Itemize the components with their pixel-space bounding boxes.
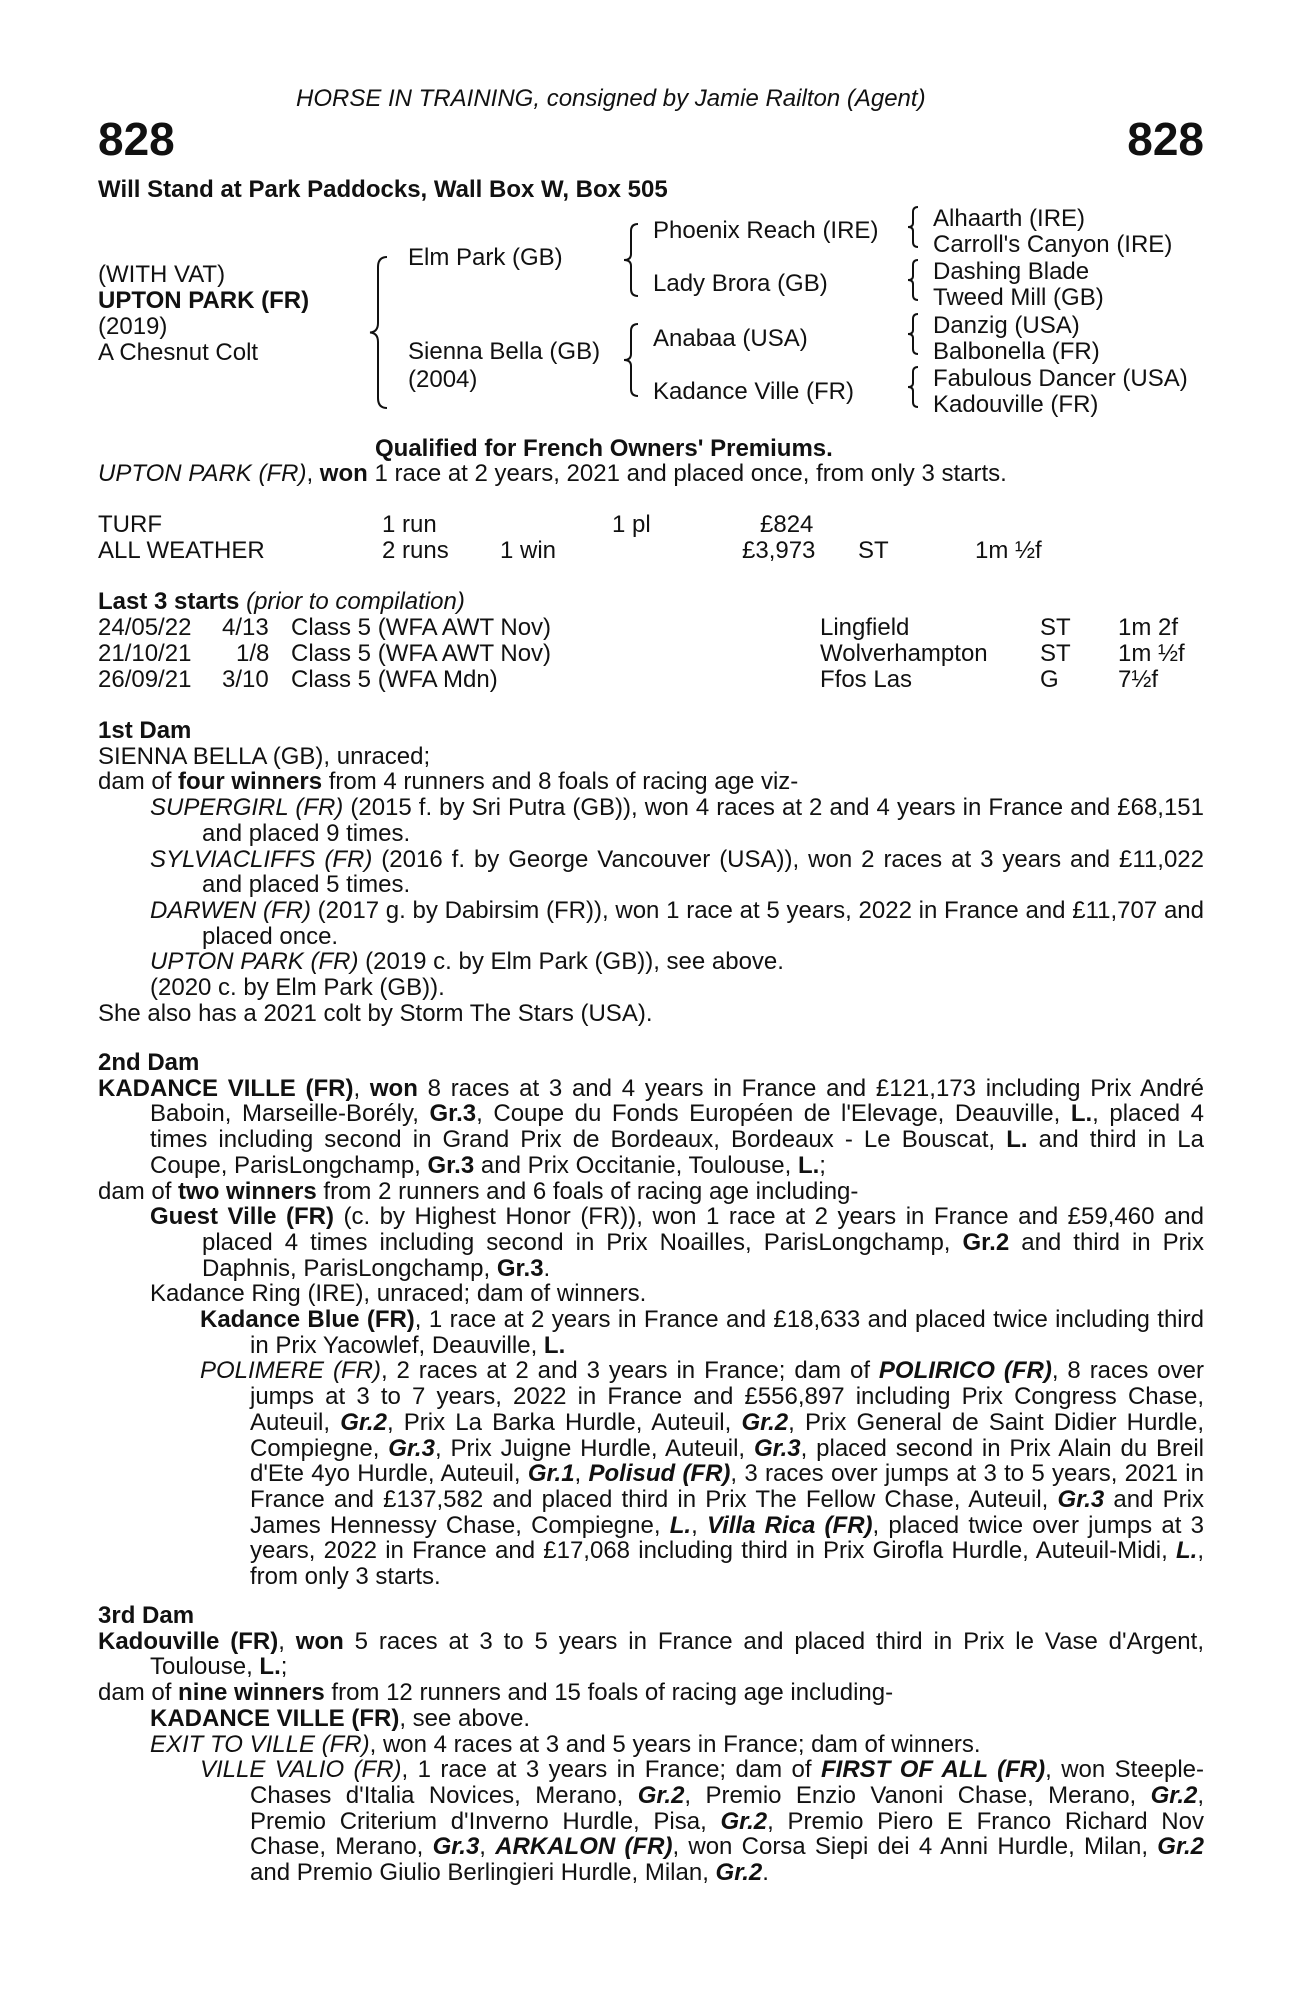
- brace-ds: [906, 312, 920, 356]
- dam-dam-sire: Fabulous Dancer (USA): [933, 365, 1188, 392]
- second-dam-produce-line: dam of two winners from 2 runners and 6 foals of racing age including-: [98, 1177, 859, 1205]
- start-position: 4/13: [222, 614, 269, 641]
- record-prize: £824: [760, 511, 814, 538]
- start-course: Ffos Las: [820, 666, 913, 693]
- premiums-note: Qualified for French Owners' Premiums.: [375, 435, 833, 462]
- record-surface: ALL WEATHER: [98, 537, 265, 564]
- dam-name: Sienna Bella (GB): [408, 338, 601, 365]
- start-race: Class 5 (WFA Mdn): [291, 666, 498, 693]
- produce-entry: SYLVIACLIFFS (FR) (2016 f. by George Vancouver (USA)), won 2 races at 3 years and £11,022 and placed 5 times.: [150, 845, 1205, 899]
- grand-produce-entry: POLIMERE (FR), 2 races at 2 and 3 years in France; dam of POLIRICO (FR), 8 races over jumps at 3 to 7 years, 2022 in France and £556,897 including Prix Congress Chase, Auteuil, Gr.2, Prix La Barka Hurdle, Auteuil, Gr.2, Prix General de Saint Didier Hurdle, Compiegne, Gr.3, Prix Juigne Hurdle, Auteuil, Gr.3, placed second in Prix Alain du Breil d'Ete 4yo Hurdle, Auteuil, Gr.1, Polisud (FR), 3 races over jumps at 3 to 5 years, 2021 in France and £137,582 and placed third in Prix The Fellow Chase, Auteuil, Gr.3 and Prix James Hennessy Chase, Compiegne, L., Villa Rica (FR), placed twice over jumps at 3 years, 2022 in France and £17,068 including third in Prix Girofla Hurdle, Auteuil-Midi, L., from only 3 starts.: [200, 1357, 1205, 1591]
- third-dam-record: Kadouville (FR), won 5 races at 3 to 5 years in France and placed third in Prix le Vase d'Argent, Toulouse, L.;: [98, 1627, 1204, 1681]
- produce-entry: Kadance Ring (IRE), unraced; dam of winners.: [150, 1280, 647, 1308]
- start-position: 3/10: [222, 666, 269, 693]
- produce-entry: Guest Ville (FR) (c. by Highest Honor (FR)), won 1 race at 2 years in France and £59,460 and placed 4 times including second in Prix Noailles, ParisLongchamp, Gr.2 and third in Prix Daphnis, ParisLongchamp, Gr.3.: [150, 1203, 1205, 1282]
- sire-sire-dam: Carroll's Canyon (IRE): [933, 231, 1173, 258]
- produce-entry: SUPERGIRL (FR) (2015 f. by Sri Putra (GB)), won 4 races at 2 and 4 years in France and £68,151 and placed 9 times.: [150, 794, 1205, 847]
- brace-ss: [906, 205, 920, 249]
- last-starts-note: (prior to compilation): [239, 588, 465, 615]
- record-distance: 1m ½f: [975, 537, 1042, 564]
- brace-sire: [622, 222, 640, 298]
- sire-dam-dam: Tweed Mill (GB): [933, 284, 1104, 311]
- third-dam-produce-line: dam of nine winners from 12 runners and 15 foals of racing age including-: [98, 1679, 894, 1707]
- record-going: ST: [858, 537, 889, 564]
- record-surface: TURF: [98, 511, 162, 538]
- start-course: Lingfield: [820, 614, 910, 641]
- sire-sire-sire: Alhaarth (IRE): [933, 205, 1086, 232]
- dam-dam-dam: Kadouville (FR): [933, 391, 1099, 418]
- lot-number-left: 828: [98, 113, 175, 165]
- grand-produce-entry: Kadance Blue (FR), 1 race at 2 years in France and £18,633 and placed twice including third in Prix Yacowlef, Deauville, L.: [200, 1306, 1204, 1359]
- last-starts-title: Last 3 starts: [98, 588, 240, 615]
- brace-dd: [906, 365, 920, 409]
- sire-name: Elm Park (GB): [408, 244, 563, 271]
- third-dam-section: [98, 1603, 1204, 1886]
- race-summary: UPTON PARK (FR), won 1 race at 2 years, 2021 and placed once, from only 3 starts.: [98, 460, 1007, 487]
- start-going: G: [1040, 666, 1059, 693]
- produce-entry: EXIT TO VILLE (FR), won 4 races at 3 and 5 years in France; dam of winners.: [150, 1730, 981, 1758]
- last-starts-heading: [98, 589, 465, 615]
- record-runs: 1 run: [382, 511, 437, 538]
- first-dam-note: She also has a 2021 colt by Storm The Stars (USA).: [98, 999, 653, 1027]
- first-dam-section: [98, 718, 1204, 1026]
- produce-entry: KADANCE VILLE (FR), see above.: [150, 1704, 531, 1732]
- brace-main: [368, 255, 390, 410]
- second-dam-heading: 2nd Dam: [98, 1049, 200, 1076]
- start-going: ST: [1040, 614, 1071, 641]
- vat-note: (WITH VAT): [98, 261, 226, 288]
- lot-number-right: 828: [1127, 113, 1204, 165]
- sire-sire: Phoenix Reach (IRE): [653, 217, 879, 244]
- second-dam-record: KADANCE VILLE (FR), won 8 races at 3 and 4 years in France and £121,173 including Prix André Baboin, Marseille-Borély, Gr.3, Coupe du Fonds Européen de l'Elevage, Deauville, L., placed 4 times including second in Grand Prix de Bordeaux, Bordeaux - Le Bouscat, L. and third in La Coupe, ParisLongchamp, Gr.3 and Prix Occitanie, Toulouse, L.;: [98, 1074, 1205, 1179]
- dam-year: (2004): [408, 366, 478, 393]
- start-date: 21/10/21: [98, 640, 192, 667]
- start-date: 26/09/21: [98, 666, 192, 693]
- produce-entry: DARWEN (FR) (2017 g. by Dabirsim (FR)), won 1 race at 5 years, 2022 in France and £11,707 and placed once.: [150, 896, 1204, 950]
- horse-name: UPTON PARK (FR): [98, 287, 310, 314]
- dam-dam: Kadance Ville (FR): [653, 378, 854, 405]
- record-prize: £3,973: [742, 537, 816, 564]
- start-position: 1/8: [236, 640, 270, 667]
- summary-won: won: [319, 460, 368, 487]
- record-runs: 2 runs: [382, 537, 449, 564]
- brace-sd: [906, 258, 920, 302]
- first-dam-heading: 1st Dam: [98, 717, 192, 744]
- start-course: Wolverhampton: [820, 640, 988, 667]
- record-wins: 1 win: [500, 537, 557, 564]
- sire-dam-sire: Dashing Blade: [933, 258, 1090, 285]
- start-distance: 1m ½f: [1118, 640, 1185, 667]
- dam-sire-sire: Danzig (USA): [933, 312, 1080, 339]
- first-dam-produce-line: dam of four winners from 4 runners and 8 foals of racing age viz-: [98, 768, 799, 796]
- first-dam-line: SIENNA BELLA (GB), unraced;: [98, 742, 431, 770]
- start-race: Class 5 (WFA AWT Nov): [291, 640, 552, 667]
- start-race: Class 5 (WFA AWT Nov): [291, 614, 552, 641]
- produce-entry: (2020 c. by Elm Park (GB)).: [150, 974, 445, 1002]
- brace-dam: [622, 322, 640, 398]
- dam-sire-dam: Balbonella (FR): [933, 338, 1100, 365]
- dam-sire: Anabaa (USA): [653, 325, 808, 352]
- consignor-line: HORSE IN TRAINING, consigned by Jamie Railton (Agent): [296, 85, 926, 112]
- summary-horse-name: UPTON PARK (FR): [98, 460, 307, 487]
- horse-year: (2019): [98, 313, 168, 340]
- start-date: 24/05/22: [98, 614, 192, 641]
- grand-produce-entry: VILLE VALIO (FR), 1 race at 3 years in France; dam of FIRST OF ALL (FR), won Steeple-Chases d'Italia Novices, Merano, Gr.2, Premio Enzio Vanoni Chase, Merano, Gr.2, Premio Criterium d'Inverno Hurdle, Pisa, Gr.2, Premio Piero E Franco Richard Nov Chase, Merano, Gr.3, ARKALON (FR), won Corsa Siepi dei 4 Anni Hurdle, Milan, Gr.2 and Premio Giulio Berlingieri Hurdle, Milan, Gr.2.: [200, 1756, 1205, 1887]
- third-dam-heading: 3rd Dam: [98, 1602, 195, 1629]
- record-placed: 1 pl: [612, 511, 651, 538]
- start-distance: 7½f: [1118, 666, 1159, 693]
- produce-entry: UPTON PARK (FR) (2019 c. by Elm Park (GB)), see above.: [150, 948, 784, 976]
- second-dam-section: [98, 1050, 1204, 1590]
- sire-dam: Lady Brora (GB): [653, 270, 828, 297]
- start-going: ST: [1040, 640, 1071, 667]
- horse-description: A Chesnut Colt: [98, 339, 259, 366]
- start-distance: 1m 2f: [1118, 614, 1179, 641]
- stand-location: Will Stand at Park Paddocks, Wall Box W, Box 505: [98, 176, 668, 203]
- summary-rest: 1 race at 2 years, 2021 and placed once, from only 3 starts.: [367, 460, 1007, 487]
